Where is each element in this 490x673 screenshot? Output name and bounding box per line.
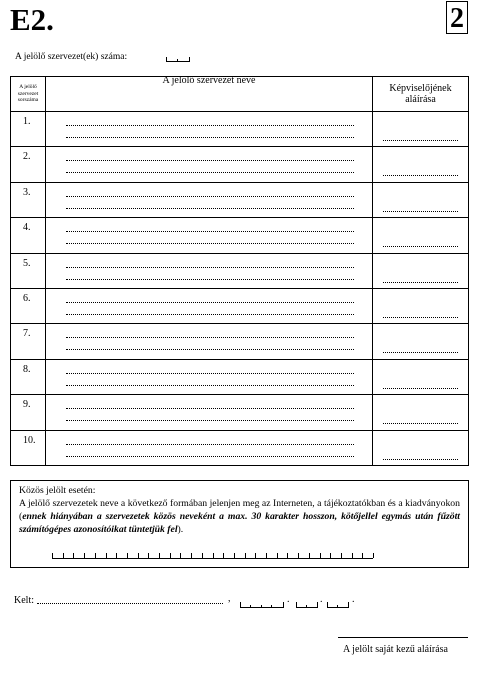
org-name-cell[interactable] [46,430,373,465]
row-number: 5. [23,257,31,269]
char-box-tick [223,553,224,558]
signature-cell[interactable] [373,112,469,147]
char-box-tick [277,553,278,558]
org-table [10,76,469,466]
date-day-field[interactable] [327,602,349,608]
signature-line[interactable] [383,246,458,247]
char-box-tick [298,553,299,558]
joint-text [19,497,460,536]
org-name-line-2[interactable] [66,243,354,244]
year-divider-3 [271,605,272,607]
org-name-line-1[interactable] [66,408,354,409]
char-box-tick [84,553,85,558]
joint-text-before: A jelölő szervezetek neve a következő formában jelenjen meg az Interneten, a tájékoztatókban és a kiadványokon ( [19,498,460,522]
char-box-tick [213,553,214,558]
org-name-cell[interactable] [46,288,373,323]
joint-title: Közös jelölt esetén: [19,485,96,496]
date-dot-3: . [352,594,355,605]
char-box-tick [73,553,74,558]
signature-line[interactable] [383,388,458,389]
date-dot-2: . [320,594,323,605]
signature-line[interactable] [383,352,458,353]
place-field[interactable] [37,603,223,604]
row-number-cell [11,218,46,253]
table-row [11,182,469,217]
signature-cell[interactable] [373,324,469,359]
signature-line[interactable] [383,317,458,318]
comma-separator: , [228,593,231,604]
table-row [11,218,469,253]
char-box-tick [373,553,374,558]
row-number: 1. [23,116,31,127]
org-name-cell[interactable] [46,182,373,217]
org-name-line-1[interactable] [66,444,354,445]
signature-cell[interactable] [373,147,469,182]
org-name-line-2[interactable] [66,279,354,280]
char-box-tick [255,553,256,558]
table-row [11,430,469,465]
page-number-badge: 2 [446,1,468,34]
char-box-tick [266,553,267,558]
signature-line[interactable] [383,140,458,141]
char-box-tick [202,553,203,558]
signature-cell[interactable] [373,359,469,394]
row-number: 4. [23,222,31,234]
joint-text-after: ). [177,524,184,535]
org-name-line-2[interactable] [66,137,354,138]
joint-name-char-boxes[interactable] [52,553,373,559]
org-name-line-1[interactable] [66,337,354,338]
signature-cell[interactable] [373,288,469,323]
org-name-cell[interactable] [46,147,373,182]
row-number: 3. [23,186,31,198]
col-name-label: A jelölő szervezet neve [162,75,256,86]
table-row [11,395,469,430]
table-row [11,359,469,394]
row-number: 2. [23,151,31,163]
org-name-line-2[interactable] [66,385,354,386]
row-number: 7. [23,328,31,340]
row-number: 10. [23,434,36,446]
org-name-line-1[interactable] [66,267,354,268]
signature-cell[interactable] [373,182,469,217]
org-name-cell[interactable] [46,395,373,430]
char-box-tick [191,553,192,558]
col-name-header [46,77,373,112]
char-box-tick [362,553,363,558]
char-box-tick [95,553,96,558]
org-name-cell[interactable] [46,359,373,394]
row-number-cell [11,147,46,182]
org-name-cell[interactable] [46,112,373,147]
org-name-line-2[interactable] [66,420,354,421]
row-number: 6. [23,292,31,304]
row-number: 9. [23,399,31,411]
org-name-cell[interactable] [46,218,373,253]
year-divider-2 [261,605,262,607]
signature-cell[interactable] [373,218,469,253]
table-row [11,112,469,147]
row-number-cell [11,288,46,323]
org-name-line-2[interactable] [66,314,354,315]
char-box-tick [52,553,53,558]
table-row [11,288,469,323]
month-divider [306,605,307,607]
char-box-tick [63,553,64,558]
year-divider-1 [250,605,251,607]
signature-cell[interactable] [373,395,469,430]
char-box-tick [170,553,171,558]
char-box-tick [138,553,139,558]
org-name-line-2[interactable] [66,172,354,173]
signature-line[interactable] [383,211,458,212]
char-box-tick [234,553,235,558]
signature-line[interactable] [383,282,458,283]
char-box-tick [148,553,149,558]
org-name-cell[interactable] [46,253,373,288]
row-number-cell [11,112,46,147]
row-number: 8. [23,363,31,375]
org-name-line-1[interactable] [66,196,354,197]
char-box-tick [320,553,321,558]
table-row [11,147,469,182]
signature-line[interactable] [383,175,458,176]
char-box-tick [341,553,342,558]
char-box-tick [245,553,246,558]
col-number-header: A jelölő szervezet sorszáma [11,77,46,112]
char-box-tick [330,553,331,558]
row-number-cell [11,395,46,430]
row-number-cell [11,182,46,217]
day-divider [337,605,338,607]
table-header-row [11,77,469,112]
org-name-line-2[interactable] [66,349,354,350]
date-dot-1: . [287,594,290,605]
char-box-tick [127,553,128,558]
signature-cell[interactable] [373,430,469,465]
org-count-field[interactable] [166,57,190,62]
org-count-divider [177,59,178,61]
org-name-line-2[interactable] [66,456,354,457]
form-code: E2. [10,2,54,37]
signature-line[interactable] [383,459,458,460]
org-name-line-1[interactable] [66,373,354,374]
char-box-tick [116,553,117,558]
org-count-label: A jelölő szervezet(ek) száma: [15,52,128,62]
char-box-tick [352,553,353,558]
row-number-cell [11,430,46,465]
date-year-field[interactable] [240,602,284,608]
char-box-tick [180,553,181,558]
char-box-tick [106,553,107,558]
table-row [11,324,469,359]
char-box-tick [309,553,310,558]
date-month-field[interactable] [296,602,318,608]
table-row [11,253,469,288]
signature-line[interactable] [383,423,458,424]
org-name-line-1[interactable] [66,160,354,161]
org-name-line-1[interactable] [66,302,354,303]
char-box-tick [159,553,160,558]
place-label: Kelt: [14,595,34,606]
signature-cell[interactable] [373,253,469,288]
candidate-signature-line[interactable] [338,637,468,638]
row-number-cell [11,253,46,288]
org-name-cell[interactable] [46,324,373,359]
row-number-cell [11,324,46,359]
row-number-cell [11,359,46,394]
candidate-signature-label: A jelölt saját kezű aláírása [343,644,448,655]
org-name-line-1[interactable] [66,231,354,232]
org-name-line-2[interactable] [66,208,354,209]
char-box-tick [287,553,288,558]
org-name-line-1[interactable] [66,125,354,126]
col-signature-header: Képviselőjének aláírása [373,77,469,112]
joint-text-bold: ennek hiányában a szervezetek közös neveként a max. 30 karakter hosszon, kötőjellel egymás után fűzött számítógépes azonosítóikat tüntetjük fel [19,511,460,535]
